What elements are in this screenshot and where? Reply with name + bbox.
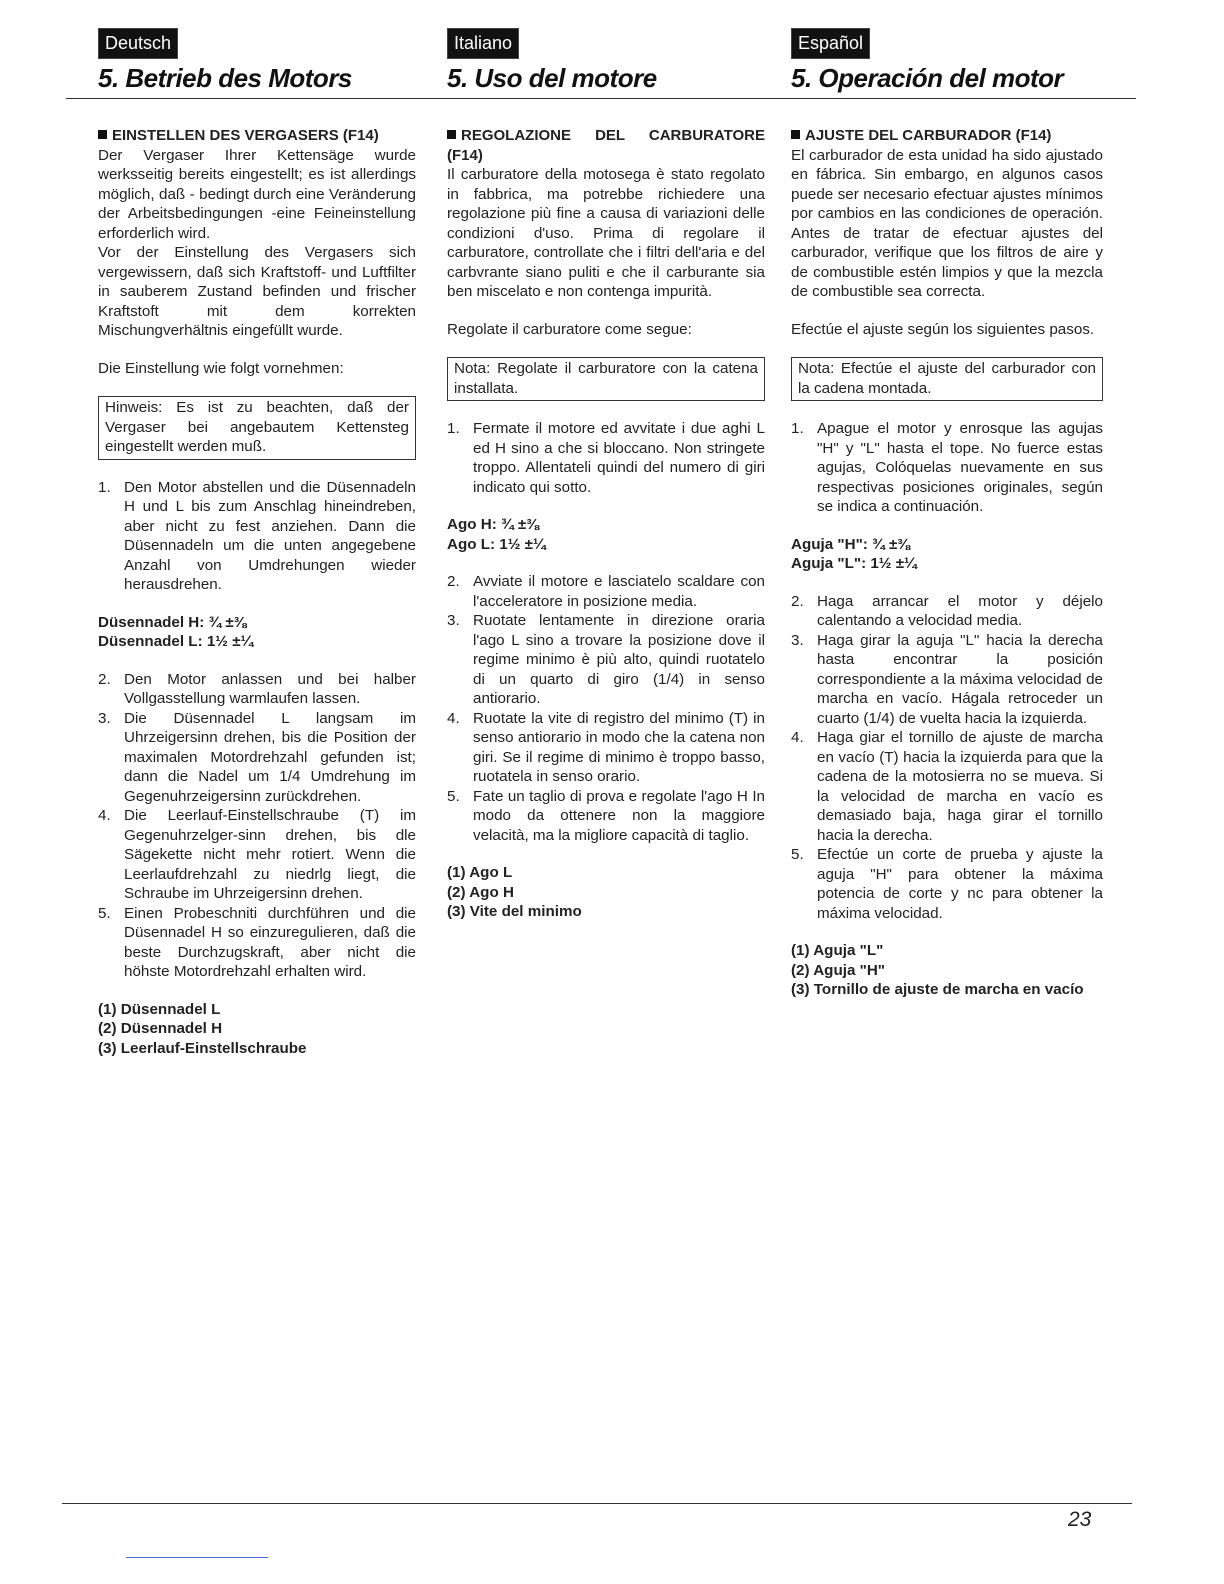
legend-item: (3) Leerlauf-Einstellschraube	[98, 1039, 307, 1057]
header-deutsch	[98, 28, 416, 94]
section-heading: REGOLAZIONE DEL CARBURATORE (F14)	[447, 127, 765, 164]
legend-item: (1) Düsennadel L	[98, 1000, 221, 1018]
list-item: 1. Den Motor abstellen und die Düsennadeln H und L bis zum Anschlag hineindreben, aber nicht zu fest anziehen. Dann die Düsennadeln um die unten angegebene Anzahl von Umdrehungen wieder herausdrehen.	[98, 478, 416, 593]
note-box: Nota: Regolate il carburatore con la catena installata.	[447, 357, 765, 401]
instruction-text: Die Einstellung wie folgt vornehmen:	[98, 359, 344, 377]
legend-item: (1) Ago L	[447, 864, 513, 881]
legend-item: (2) Aguja "H"	[791, 961, 885, 979]
column-italiano	[447, 126, 765, 922]
section-heading: AJUSTE DEL CARBURADOR (F14)	[791, 126, 1103, 146]
note-box: Nota: Efectúe el ajuste del carburador con la cadena montada.	[791, 357, 1103, 401]
list-item: 2. Avviate il motore e lasciatelo scaldare con l'acceleratore in posizione media.	[447, 573, 765, 610]
setting-l: Aguja "L": 1½ ±¼	[791, 555, 917, 572]
list-item: 1. Fermate il motore ed avvitate i due aghi L ed H sino a che si bloccano. Non stringete troppo. Allentateli quindi del numero di giri indicato qui sotto.	[447, 420, 765, 496]
steps-list	[98, 478, 416, 595]
intro-paragraph: Vor der Einstellung des Vergasers sich vergewissern, daß sich Kraftstoff- und Luftfilter in sauberem Zustand befinden und frischer Kraftstoft mit dem korrekten Mischungverhältnis eingefüllt wurde.	[98, 244, 416, 339]
legend-item: (3) Vite del minimo	[447, 903, 582, 920]
steps-list	[791, 419, 1103, 517]
list-item: 5. Efectúe un corte de prueba y ajuste la aguja "H" para obtener la máxima potencia de corte y nc para obtener la máxima velocidad.	[791, 846, 1103, 922]
list-item: 2. Den Motor anlassen und bei halber Vollgasstellung warmlaufen lassen.	[98, 670, 416, 707]
legend-item: (3) Tornillo de ajuste de marcha en vacío	[791, 981, 1084, 998]
bullet-square-icon	[98, 130, 107, 139]
setting-h: Düsennadel H: ¾ ±⅜	[98, 613, 247, 631]
list-item: 5. Fate un taglio di prova e regolate l'ago H In modo da ottenere non la maggiore velacità, ma la migliore capacità di taglio.	[447, 787, 765, 844]
intro-paragraph: Der Vergaser Ihrer Kettensäge wurde werksseitig bereits eingestellt; es ist allerdings möglich, daß - bedingt durch eine Veränderung der Arbeitsbedingungen -eine Feineinstellung erforderlich wird.	[98, 146, 416, 242]
legend-item: (2) Ago H	[447, 883, 514, 901]
section-title: 5. Operación del motor	[791, 63, 1064, 93]
bullet-square-icon	[791, 130, 800, 139]
section-title: 5. Betrieb des Motors	[98, 63, 352, 93]
list-item: 3. Ruotate lentamente in direzione oraria l'ago L sino a trovare la posizione dove il regime minimo è più alto, quindi ruotatelo di un quarto di giro (1/4) in senso antiorario.	[447, 612, 765, 707]
list-item: 3. Die Düsennadel L langsam im Uhrzeigersinn drehen, bis die Position der maximalen Motordrehzahl gefunden ist; dann die Nadel um 1/4 Umdrehung im Gegenuhrzeigersinn zurückdrehen.	[98, 709, 416, 805]
column-espanol	[791, 126, 1103, 1000]
steps-list	[447, 572, 765, 845]
note-box: Hinweis: Es ist zu beachten, daß der Vergaser bei angebautem Kettensteg eingestellt werden muß.	[98, 396, 416, 460]
language-badge: Español	[791, 28, 870, 59]
footer-link-underline	[126, 1557, 268, 1558]
intro-paragraph: Il carburatore della motosega è stato regolato in fabbrica, ma potrebbe richiedere una regolazione più fine a causa di variazioni delle condizioni d'uso. Prima di regolare il carburatore, controllate che i filtri dell'aria e del carbvrante siano puliti e che il carburante sia ben miscelato e non contenga impurità.	[447, 166, 765, 300]
column-deutsch	[98, 126, 416, 1058]
setting-l: Ago L: 1½ ±¼	[447, 535, 546, 553]
page-number: 23	[1068, 1508, 1092, 1531]
bullet-square-icon	[447, 130, 456, 139]
section-heading: EINSTELLEN DES VERGASERS (F14)	[98, 126, 416, 146]
header-italiano	[447, 28, 765, 94]
legend-item: (1) Aguja "L"	[791, 942, 884, 959]
setting-h: Aguja "H": ¾ ±⅜	[791, 535, 910, 553]
section-title: 5. Uso del motore	[447, 63, 657, 93]
list-item: 1. Apague el motor y enrosque las agujas "H" y "L" hasta el tope. No fuerce estas agujas, Colóquelas nuevamente en sus respectivas posiciones originales, según se indica a continuación.	[791, 420, 1103, 515]
list-item: 3. Haga girar la aguja "L" hacia la derecha hasta encontrar la posición correspondiente a la máxima velocidad de marcha en vacío. Hágala retroceder un cuarto (1/4) de vuelta hacia la izquierda.	[791, 631, 1103, 727]
setting-h: Ago H: ¾ ±⅜	[447, 516, 539, 533]
intro-paragraph: El carburador de esta unidad ha sido ajustado en fábrica. Sin embargo, en algunos casos puede ser necesario efectuar ajustes mínimos por cambios en las condiciones de operación. Antes de tratar de efectuar ajustes del carburador, verifique que los filtros de aire y de combustible estén limpios y que la mezcla de combustible sea correcta.	[791, 146, 1103, 300]
header-espanol	[791, 28, 1109, 94]
instruction-text: Regolate il carburatore come segue:	[447, 320, 692, 338]
steps-list	[447, 419, 765, 497]
list-item: 2. Haga arrancar el motor y déjelo calentando a velocidad media.	[791, 592, 1103, 629]
legend-item: (2) Düsennadel H	[98, 1020, 223, 1037]
steps-list	[791, 592, 1103, 924]
steps-list	[98, 670, 416, 982]
list-item: 4. Ruotate la vite di registro del minimo (T) in senso antiorario in modo che la catena non giri. Se il regime di minimo è troppo basso, ruotatela in senso orario.	[447, 709, 765, 785]
list-item: 4. Haga giar el tornillo de ajuste de marcha en vacío (T) hacia la izquierda para que la cadena de la motosierra no se mueva. Si la velocidad de marcha en vacío es demasiado baja, haga girar el tornillo hacia la derecha.	[791, 729, 1103, 844]
language-badge: Italiano	[447, 28, 519, 59]
header-divider	[66, 98, 1136, 99]
list-item: 4. Die Leerlauf-Einstellschraube (T) im Gegenuhrzelger-sinn drehen, bis dle Sägekette nicht mehr rotiert. Wenn die Leerlaufdrehzahl zu niedrlg liegt, die Schraube im Uhrzeigersinn drehen.	[98, 807, 416, 902]
setting-l: Düsennadel L: 1½ ±¼	[98, 633, 254, 650]
footer-divider	[62, 1503, 1132, 1504]
list-item: 5. Einen Probeschniti durchführen und die Düsennadel H so einzuregulieren, daß die beste Durchzugskraft, aber nicht die höhste Motordrehzahl erhalten wird.	[98, 904, 416, 980]
language-badge: Deutsch	[98, 28, 178, 59]
instruction-text: Efectúe el ajuste según los siguientes pasos.	[791, 320, 1095, 338]
